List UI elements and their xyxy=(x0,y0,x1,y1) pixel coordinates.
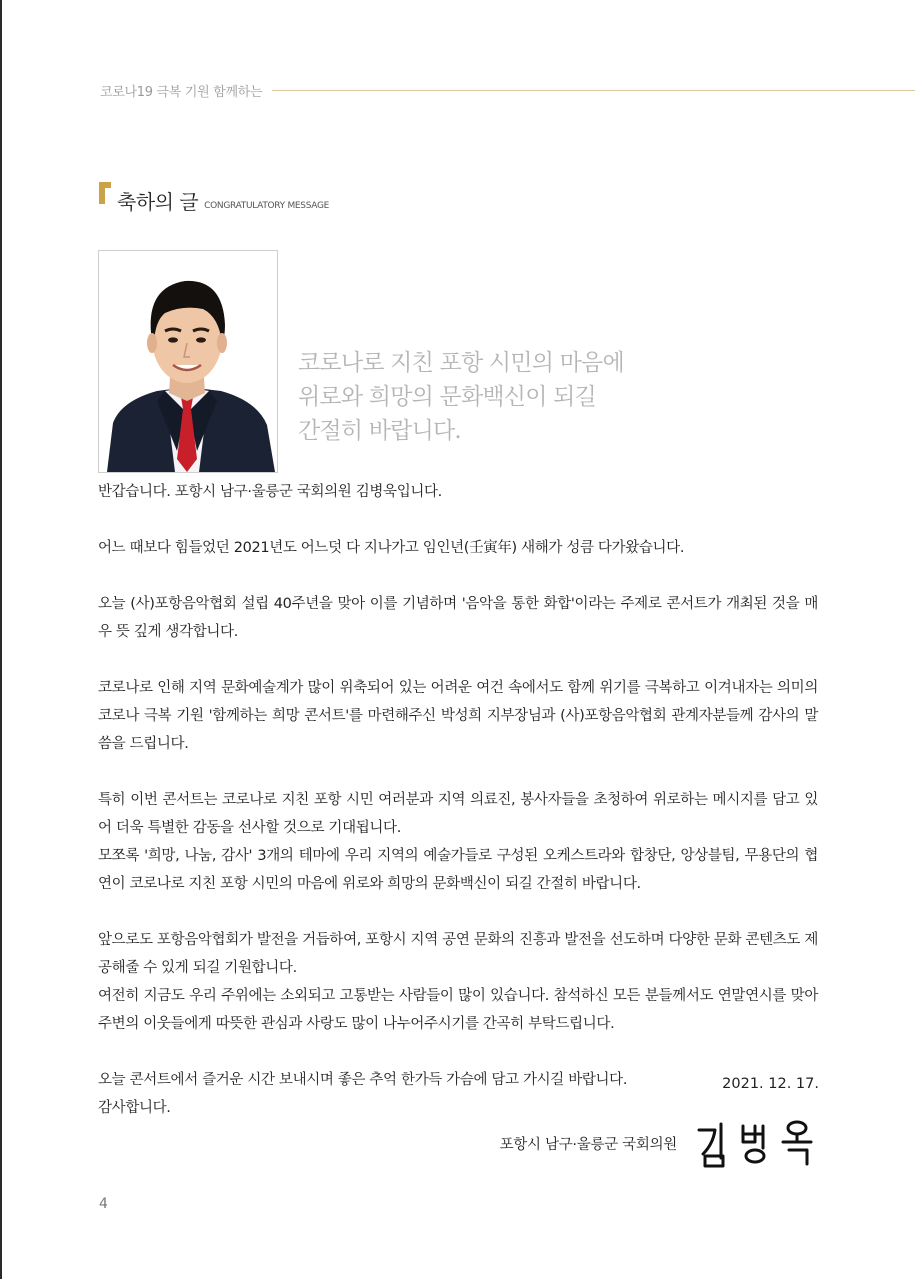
author-title: 포항시 남구·울릉군 국회의원 xyxy=(499,1136,677,1153)
paragraph: 오늘 콘서트에서 즐거운 시간 보내시며 좋은 추억 한가득 가슴에 담고 가시길 바랍니다. xyxy=(98,1072,628,1088)
signoff xyxy=(500,1118,823,1168)
section-heading xyxy=(99,180,329,212)
paragraph: 반갑습니다. 포항시 남구·울릉군 국회의원 김병욱입니다. xyxy=(98,484,442,500)
paragraph: 모쪼록 '희망, 나눔, 감사' 3개의 테마에 우리 지역의 예술가들로 구성된 오케스트라와 합창단, 앙상블팀, 무용단의 협연이 코로나로 지친 포항 시민의 마음에 위로와 희망의 문화백신이 되길 간절히 바랍니다. xyxy=(98,848,818,892)
paragraph: 특히 이번 콘서트는 코로나로 지친 포항 시민 여러분과 지역 의료진, 봉사자들을 초청하여 위로하는 메시지를 담고 있어 더욱 특별한 감동을 선사할 것으로 기대됩니다. xyxy=(98,792,818,836)
quote-line: 간절히 바랍니다. xyxy=(298,418,461,444)
signature-image xyxy=(693,1118,823,1168)
running-title: 코로나19 극복 기원 함께하는 xyxy=(100,84,263,100)
section-title-en: CONGRATULATORY MESSAGE xyxy=(204,201,330,211)
portrait-illustration xyxy=(99,251,277,472)
message-body xyxy=(98,478,818,1122)
portrait-photo xyxy=(98,250,278,473)
paragraph: 감사합니다. xyxy=(98,1100,171,1116)
paragraph: 앞으로도 포항음악협회가 발전을 거듭하여, 포항시 지역 공연 문화의 진흥과 발전을 선도하며 다양한 문화 콘텐츠도 제공해줄 수 있게 되길 기원합니다. xyxy=(98,932,818,976)
page-number: 4 xyxy=(99,1196,108,1212)
page-edge xyxy=(0,0,2,1279)
running-header xyxy=(100,80,915,100)
header-rule xyxy=(272,90,915,91)
paragraph: 어느 때보다 힘들었던 2021년도 어느덧 다 지나가고 임인년(壬寅年) 새해가 성큼 다가왔습니다. xyxy=(98,540,685,556)
paragraph: 오늘 (사)포항음악협회 설립 40주년을 맞아 이를 기념하며 '음악을 통한 화합'이라는 주제로 콘서트가 개최된 것을 매우 뜻 깊게 생각합니다. xyxy=(98,596,818,640)
paragraph: 여전히 지금도 우리 주위에는 소외되고 고통받는 사람들이 많이 있습니다. 참석하신 모든 분들께서도 연말연시를 맞아 주변의 이웃들에게 따뜻한 관심과 사랑도 많이 나누어주시기를 간곡히 부탁드립니다. xyxy=(98,988,818,1032)
paragraph: 코로나로 인해 지역 문화예술계가 많이 위축되어 있는 어려운 여건 속에서도 함께 위기를 극복하고 이겨내자는 의미의 코로나 극복 기원 '함께하는 희망 콘서트'를 마련해주신 박성희 지부장님과 (사)포항음악협회 관계자분들께 감사의 말씀을 드립니다. xyxy=(98,680,818,752)
section-title-ko: 축하의 글 xyxy=(117,190,199,214)
corner-bracket-icon xyxy=(99,182,111,212)
message-date: 2021. 12. 17. xyxy=(722,1076,819,1092)
quote-line: 위로와 희망의 문화백신이 되길 xyxy=(298,384,596,410)
pull-quote xyxy=(298,346,624,448)
quote-line: 코로나로 지친 포항 시민의 마음에 xyxy=(298,350,624,376)
